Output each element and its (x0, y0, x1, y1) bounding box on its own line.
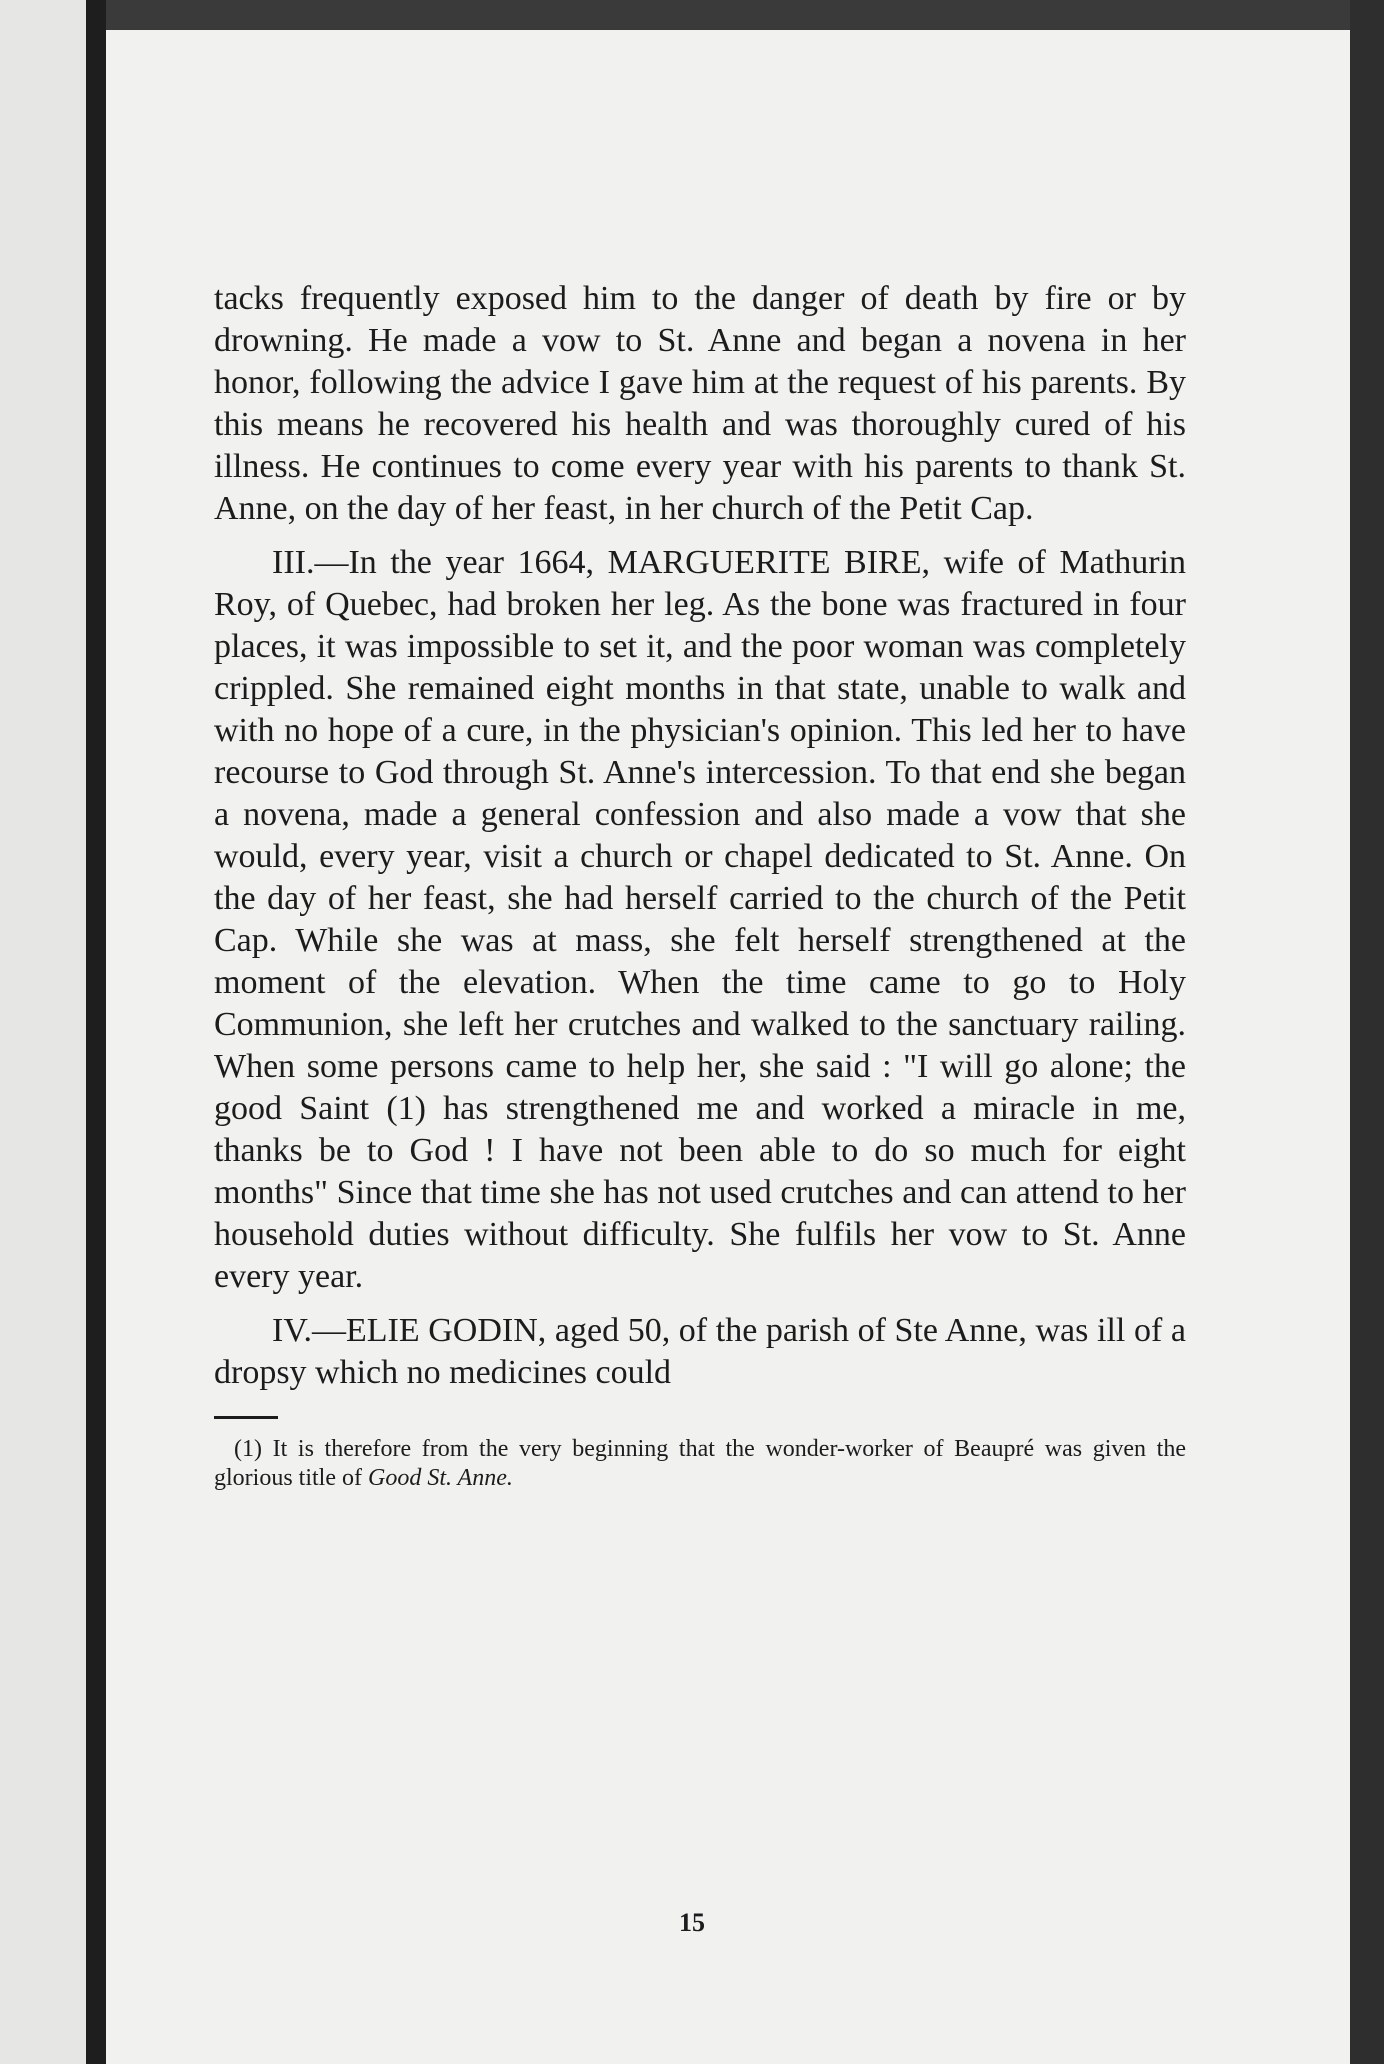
book-spine-gutter (86, 0, 106, 2064)
footnote-title: Good St. Anne. (367, 1465, 513, 1491)
page-text-block (214, 278, 1186, 1493)
paragraph-marguerite-bire: III.—In the year 1664, MARGUERITE BIRE, wife of Mathurin Roy, of Quebec, had broken her leg. As the bone was fractured in four places, it was impossible to set it, and the poor woman was completely crippled. She remained eight months in that state, unable to walk and with no hope of a cure, in the physician's opinion. This led her to have recourse to God through St. Anne's intercession. To that end she began a novena, made a general confession and also made a vow that she would, every year, visit a church or chapel dedicated to St. Anne. On the day of her feast, she had herself carried to the church of the Petit Cap. While she was at mass, she felt herself strengthened at the moment of the elevation. When the time came to go to Holy Communion, she left her crutches and walked to the sanctuary railing. When some persons came to help her, she said : "I will go alone; the good Saint (1) has strengthened me and worked a miracle in me, thanks be to God ! I have not been able to do so much for eight months" Since that time she has not used crutches and can attend to her household duties without difficulty. She fulfils her vow to St. Anne every year. (214, 544, 1186, 1295)
facing-page-edge (0, 0, 86, 2064)
paragraph-elie-godin: IV.—ELIE GODIN, aged 50, of the parish of Ste Anne, was ill of a dropsy which no medicines could (214, 1312, 1186, 1391)
page-number: 15 (679, 1908, 705, 1937)
page-background-edge (1350, 0, 1384, 2064)
footnote (214, 1435, 1186, 1493)
footnote-rule (214, 1416, 278, 1419)
footnote-text: (1) It is therefore from the very beginning that the wonder-worker of Beaupré was given the glorious title of (214, 1436, 1186, 1491)
paragraph-continuation: tacks frequently exposed him to the danger of death by fire or by drowning. He made a vow to St. Anne and began a novena in her honor, following the advice I gave him at the request of his parents. By this means he recovered his health and was thoroughly cured of his illness. He continues to come every year with his parents to thank St. Anne, on the day of her feast, in her church of the Petit Cap. (214, 280, 1186, 527)
